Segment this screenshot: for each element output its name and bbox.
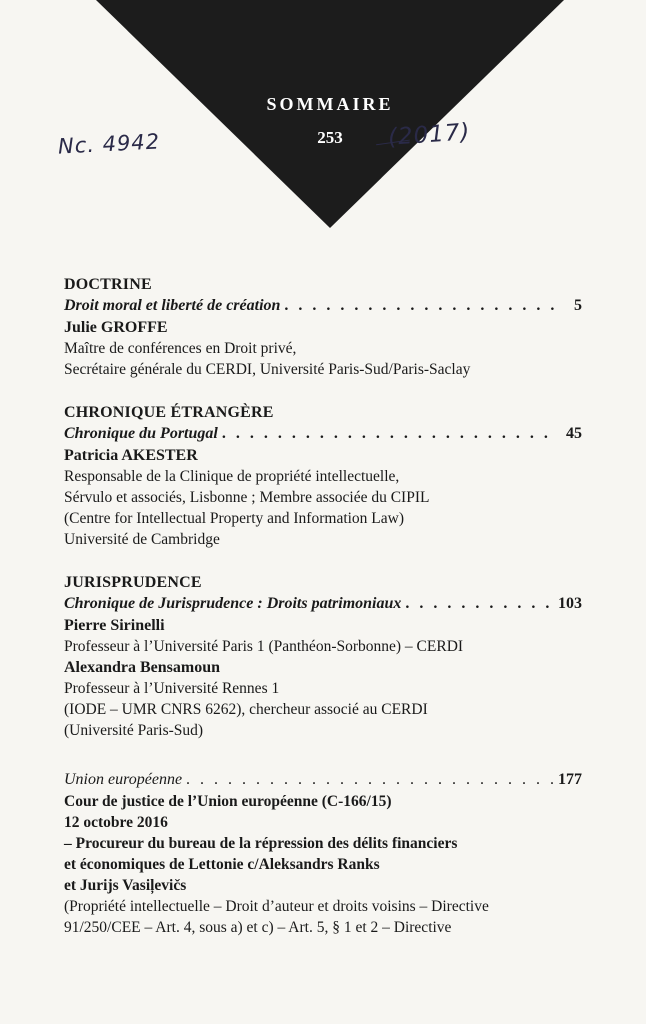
author-affiliation: (Université Paris-Sud)	[64, 722, 204, 739]
case-description: 91/250/CEE – Art. 4, sous a) et c) – Art. 5, § 1 et 2 – Directive	[64, 919, 452, 936]
author-name: Alexandra Bensamoun	[64, 659, 221, 676]
section-doctrine	[64, 274, 582, 380]
entry-title: Chronique du Portugal	[64, 425, 218, 442]
case-description: (Propriété intellectuelle – Droit d’auteur et droits voisins – Directive	[64, 898, 489, 915]
author-affiliation: Responsable de la Clinique de propriété intellectuelle,	[64, 468, 400, 485]
entry-title: Union européenne	[64, 771, 183, 788]
toc-entry[interactable]	[64, 423, 582, 445]
entry-title: Chronique de Jurisprudence : Droits patrimoniaux	[64, 595, 402, 612]
author-affiliation: Professeur à l’Université Paris 1 (Panthéon-Sorbonne) – CERDI	[64, 638, 464, 655]
case-line: Cour de justice de l’Union européenne (C-166/15)	[64, 793, 392, 810]
entry-title: Droit moral et liberté de création	[64, 297, 281, 314]
case-line: 12 octobre 2016	[64, 814, 168, 831]
case-line: – Procureur du bureau de la répression des délits financiers	[64, 835, 458, 852]
dot-leader	[405, 593, 554, 615]
issue-number: 253	[317, 128, 343, 147]
toc-entry[interactable]	[64, 769, 582, 791]
section-jurisprudence	[64, 572, 582, 741]
author-name: Julie GROFFE	[64, 319, 168, 336]
author-name: Pierre Sirinelli	[64, 617, 165, 634]
dot-leader	[186, 769, 554, 791]
author-name: Patricia AKESTER	[64, 447, 198, 464]
table-of-contents	[64, 274, 582, 960]
author-affiliation: Secrétaire générale du CERDI, Université Paris-Sud/Paris-Saclay	[64, 361, 471, 378]
section-heading: DOCTRINE	[64, 276, 152, 293]
author-affiliation: (Centre for Intellectual Property and Information Law)	[64, 510, 405, 527]
author-affiliation: Professeur à l’Université Rennes 1	[64, 680, 280, 697]
page-number: 177	[558, 771, 582, 788]
case-line: et économiques de Lettonie c/Aleksandrs Ranks	[64, 856, 380, 873]
section-heading: JURISPRUDENCE	[64, 574, 202, 591]
page-number: 45	[566, 425, 582, 442]
author-affiliation: Maître de conférences en Droit privé,	[64, 340, 297, 357]
author-affiliation: Université de Cambridge	[64, 531, 220, 548]
toc-entry[interactable]	[64, 295, 582, 317]
author-affiliation: (IODE – UMR CNRS 6262), chercheur associé au CERDI	[64, 701, 428, 718]
handwritten-note-left: Nc. 4942	[57, 129, 161, 159]
toc-entry[interactable]	[64, 593, 582, 615]
page-number: 5	[574, 297, 582, 314]
section-heading: CHRONIQUE ÉTRANGÈRE	[64, 404, 274, 421]
page-title: SOMMAIRE	[266, 94, 394, 114]
section-union-europeenne	[64, 769, 582, 938]
author-affiliation: Sérvulo et associés, Lisbonne ; Membre associée du CIPIL	[64, 489, 430, 506]
case-line: et Jurijs Vasiļevičs	[64, 877, 187, 894]
page-number: 103	[558, 595, 582, 612]
dot-leader	[284, 295, 554, 317]
section-chronique-etrangere	[64, 402, 582, 550]
dot-leader	[222, 423, 554, 445]
handwritten-note-right: (2017)	[387, 119, 472, 151]
